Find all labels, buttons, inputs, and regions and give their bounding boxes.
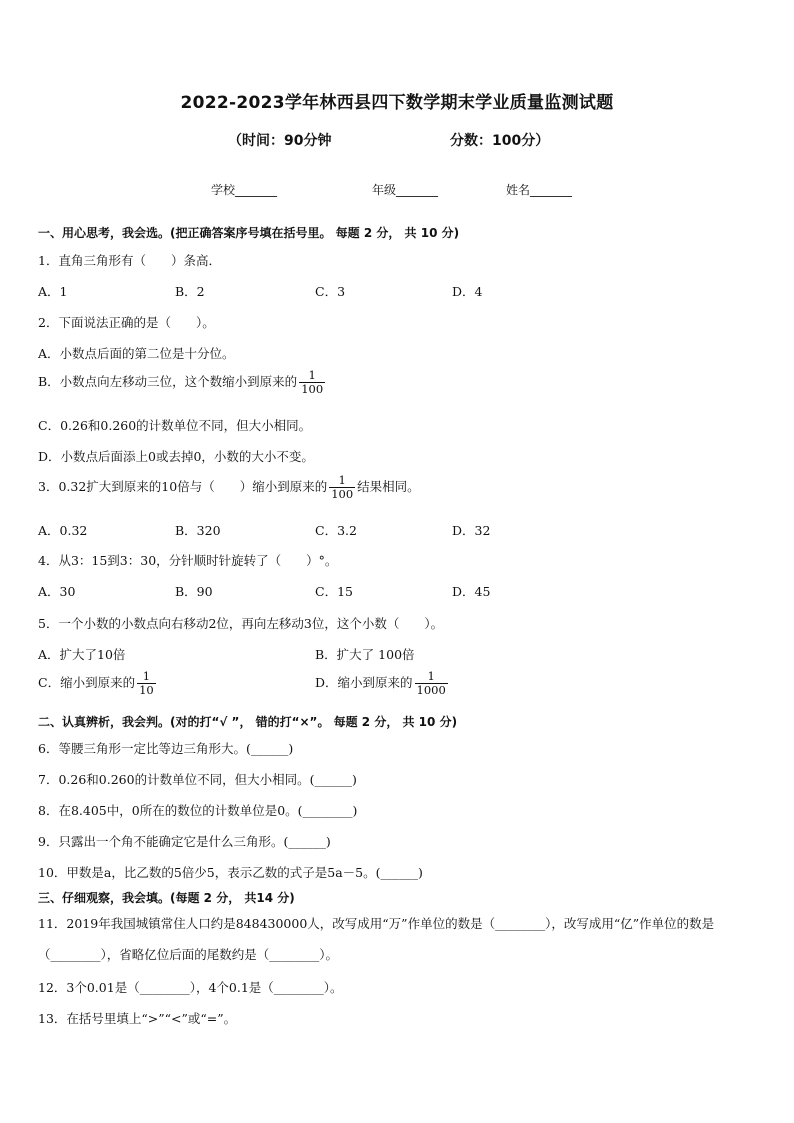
q1-option-b: B．2	[175, 284, 205, 299]
q2-option-d: D．小数点后面添上0或去掉0，小数的大小不变。	[38, 449, 314, 464]
time-limit: （时间：90分钟	[228, 133, 332, 149]
fraction-denominator: 1000	[416, 683, 446, 698]
q3-text-after: 结果相同。	[357, 479, 420, 495]
q3-text-before: 3．0.32扩大到原来的10倍与（ ）缩小到原来的	[38, 479, 328, 495]
question-9: 9．只露出一个角不能确定它是什么三角形。(______)	[38, 834, 331, 849]
fraction	[329, 474, 355, 501]
q1-option-c: C．3	[315, 284, 346, 299]
question-1: 1．直角三角形有（ ）条高．	[38, 253, 221, 268]
name-field: 姓名_______	[506, 183, 573, 197]
fraction	[299, 369, 325, 396]
question-7: 7．0.26和0.260的计数单位不同，但大小相同。(______)	[38, 772, 357, 787]
question-13: 13．在括号里填上“>”“<”或“=”。	[38, 1011, 237, 1026]
question-10: 10．甲数是a，比乙数的5倍少5，表示乙数的式子是5a－5。(______)	[38, 865, 423, 880]
fraction-denominator: 100	[331, 487, 354, 502]
question-6: 6．等腰三角形一定比等边三角形大。(______)	[38, 741, 294, 756]
section-heading-judge: 二、认真辨析，我会判。(对的打“√ ”， 错的打“×”。 每题 2 分， 共 10 分)	[38, 715, 458, 729]
fraction-denominator: 10	[139, 683, 154, 698]
question-12: 12．3个0.01是（________），4个0.1是（________）。	[38, 980, 343, 995]
total-score: 分数：100分）	[450, 133, 550, 149]
question-4: 4．从3：15到3：30，分针顺时针旋转了（ ）°。	[38, 553, 338, 568]
fraction-numerator: 1	[338, 473, 346, 487]
question-5: 5．一个小数的小数点向右移动2位，再向左移动3位，这个小数（ ）。	[38, 616, 444, 631]
q4-option-d: D．45	[452, 584, 491, 599]
q3-option-a: A．0.32	[38, 523, 88, 538]
q5-option-c-text: C．缩小到原来的	[38, 675, 136, 691]
q3-option-c: C．3.2	[315, 523, 357, 538]
fraction-numerator: 1	[308, 368, 316, 382]
grade-field: 年级_______	[372, 183, 439, 197]
question-3	[38, 474, 420, 501]
q5-option-d	[315, 670, 450, 697]
fraction-numerator: 1	[142, 669, 151, 683]
q1-option-a: A．1	[38, 284, 68, 299]
question-2: 2．下面说法正确的是（ ）。	[38, 315, 215, 330]
question-8: 8．在8.405中，0所在的数位的计数单位是0。(________)	[38, 803, 358, 818]
q4-option-b: B．90	[175, 584, 213, 599]
q2-option-a: A．小数点后面的第二位是十分位。	[38, 346, 235, 361]
q3-option-d: D．32	[452, 523, 491, 538]
section-heading-fill: 三、仔细观察，我会填。(每题 2 分， 共14 分)	[38, 891, 295, 905]
fraction-denominator: 100	[301, 382, 324, 397]
question-11: 11．2019年我国城镇常住人口约是848430000人，改写成用“万”作单位的数是（________），改写成用“亿”作单位的数是（________），省略亿位后面的尾数约是（________）。	[38, 916, 715, 962]
q4-option-a: A．30	[38, 584, 76, 599]
q5-option-d-text: D．缩小到原来的	[315, 675, 413, 691]
page-title: 2022-2023学年林西县四下数学期末学业质量监测试题	[180, 93, 614, 113]
q2-option-c: C．0.26和0.260的计数单位不同，但大小相同。	[38, 418, 312, 433]
q1-option-d: D．4	[452, 284, 483, 299]
q5-option-b: B．扩大了 100倍	[315, 647, 415, 662]
q5-option-c	[38, 670, 158, 697]
fraction-numerator: 1	[427, 669, 435, 683]
q2-option-b	[38, 369, 327, 396]
q4-option-c: C．15	[315, 584, 353, 599]
q2-option-b-text: B．小数点向左移动三位，这个数缩小到原来的	[38, 374, 298, 390]
fraction	[137, 670, 156, 697]
school-field: 学校_______	[211, 183, 278, 197]
q5-option-a: A．扩大了10倍	[38, 647, 126, 662]
section-heading-choice: 一、用心思考，我会选。(把正确答案序号填在括号里。 每题 2 分， 共 10 分)	[38, 226, 460, 240]
q3-option-b: B．320	[175, 523, 221, 538]
fraction	[415, 670, 448, 697]
